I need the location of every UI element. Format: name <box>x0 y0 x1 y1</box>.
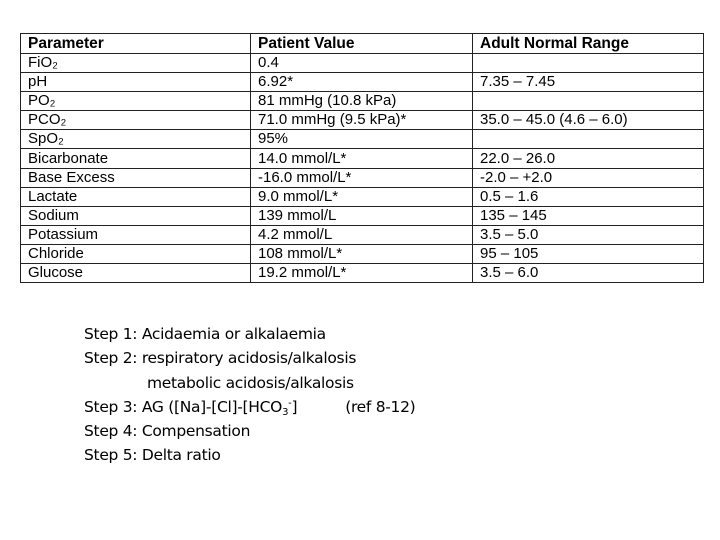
normal-range-cell: 35.0 – 45.0 (4.6 – 6.0) <box>473 111 704 130</box>
table-row <box>21 206 704 225</box>
step-3 <box>84 395 415 419</box>
normal-range-cell: 22.0 – 26.0 <box>473 149 704 168</box>
table-body <box>21 54 704 283</box>
step-3-reference: (ref 8-12) <box>345 397 416 416</box>
table-row <box>21 149 704 168</box>
parameter-cell: Lactate <box>21 187 251 206</box>
patient-value-cell: 19.2 mmol/L* <box>251 264 473 283</box>
parameter-cell: Chloride <box>21 244 251 263</box>
patient-value-cell: 95% <box>251 130 473 149</box>
step-2-continued: metabolic acidosis/alkalosis <box>147 373 354 392</box>
normal-range-cell: 3.5 – 6.0 <box>473 264 704 283</box>
parameter-cell: Sodium <box>21 206 251 225</box>
parameter-cell: Bicarbonate <box>21 149 251 168</box>
table-row <box>21 92 704 111</box>
normal-range-cell: -2.0 – +2.0 <box>473 168 704 187</box>
step-3-superscript: - <box>288 397 292 409</box>
header-parameter: Parameter <box>21 34 251 54</box>
parameter-cell: FiO₂ <box>21 54 251 73</box>
normal-range-cell <box>473 54 704 73</box>
step-1: Step 1: Acidaemia or alkalaemia <box>84 325 326 343</box>
parameter-cell: PCO₂ <box>21 111 251 130</box>
step-2: Step 2: respiratory acidosis/alkalosis <box>84 349 357 368</box>
interpretation-steps <box>84 322 415 468</box>
parameter-cell: Potassium <box>21 225 251 244</box>
patient-value-cell: 0.4 <box>251 54 473 73</box>
patient-value-cell: 108 mmol/L* <box>251 244 473 263</box>
header-normal-range: Adult Normal Range <box>473 34 704 54</box>
parameter-cell: Base Excess <box>21 168 251 187</box>
step-3-close: ] <box>291 397 298 416</box>
normal-range-cell: 135 – 145 <box>473 206 704 225</box>
table-row <box>21 187 704 206</box>
step-3-subscript: 3 <box>282 406 289 418</box>
patient-value-cell: 81 mmHg (10.8 kPa) <box>251 92 473 111</box>
table-header-row <box>21 34 704 54</box>
table-row <box>21 264 704 283</box>
parameter-cell: SpO₂ <box>21 130 251 149</box>
step-4: Step 4: Compensation <box>84 422 251 441</box>
patient-value-cell: 71.0 mmHg (9.5 kPa)* <box>251 111 473 130</box>
table-row <box>21 130 704 149</box>
normal-range-cell <box>473 130 704 149</box>
patient-value-cell: -16.0 mmol/L* <box>251 168 473 187</box>
parameter-cell: Glucose <box>21 264 251 283</box>
parameter-cell: pH <box>21 73 251 92</box>
table-row <box>21 73 704 92</box>
normal-range-cell <box>473 92 704 111</box>
table-row <box>21 244 704 263</box>
patient-value-cell: 139 mmol/L <box>251 206 473 225</box>
normal-range-cell: 95 – 105 <box>473 244 704 263</box>
normal-range-cell: 0.5 – 1.6 <box>473 187 704 206</box>
table-row <box>21 54 704 73</box>
patient-value-cell: 6.92* <box>251 73 473 92</box>
normal-range-cell: 3.5 – 5.0 <box>473 225 704 244</box>
header-patient-value: Patient Value <box>251 34 473 54</box>
table-row <box>21 225 704 244</box>
patient-value-cell: 9.0 mmol/L* <box>251 187 473 206</box>
blood-gas-table <box>20 33 704 283</box>
step-3-formula: Step 3: AG ([Na]-[Cl]-[HCO <box>84 397 283 416</box>
table-row <box>21 168 704 187</box>
parameter-cell: PO₂ <box>21 92 251 111</box>
table-row <box>21 111 704 130</box>
normal-range-cell: 7.35 – 7.45 <box>473 73 704 92</box>
patient-value-cell: 14.0 mmol/L* <box>251 149 473 168</box>
patient-value-cell: 4.2 mmol/L <box>251 225 473 244</box>
step-5: Step 5: Delta ratio <box>84 446 221 465</box>
